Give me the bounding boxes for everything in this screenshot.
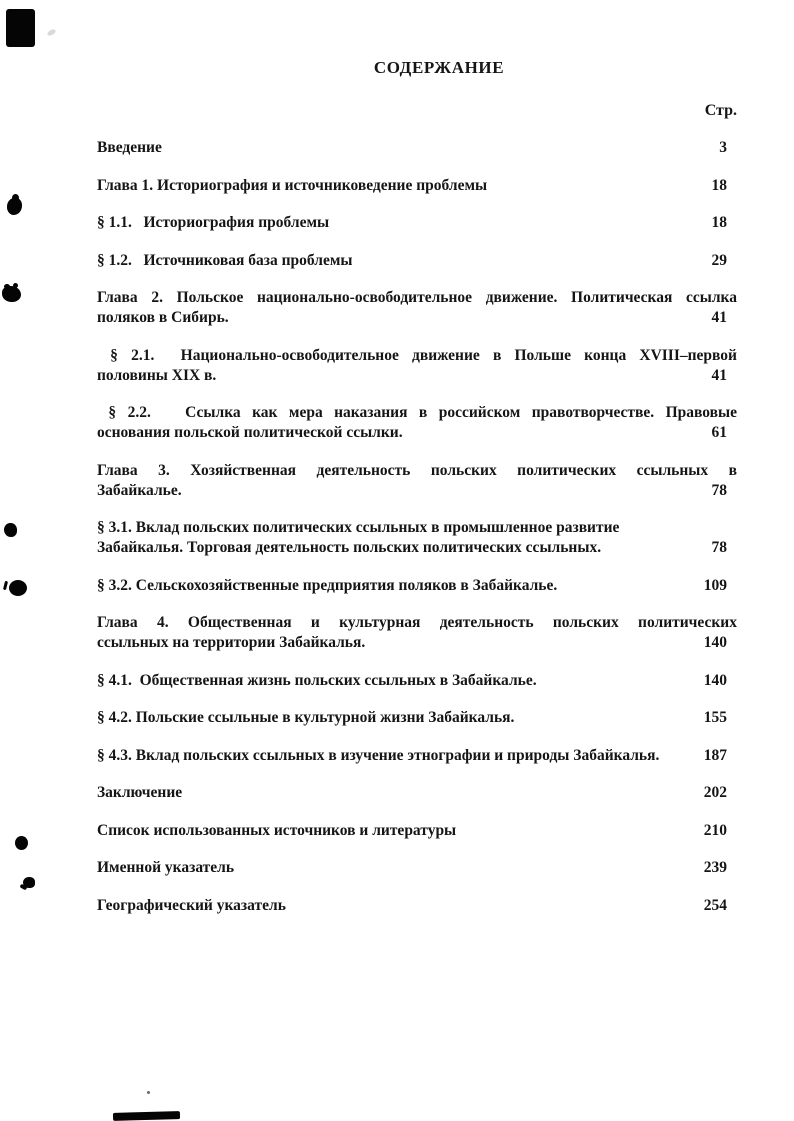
toc-entry-text: Глава 4. Общественная и культурная деятельность польских политических	[97, 614, 737, 631]
toc-page-number: 239	[703, 859, 727, 876]
toc-entry-text: Заключение	[97, 784, 183, 801]
toc-entry	[97, 783, 737, 803]
toc-page-number: 78	[711, 481, 727, 499]
toc-page-number: 61	[711, 424, 727, 441]
toc-entry-text: § 4.1. Общественная жизнь польских ссыльных в Забайкалье.	[97, 671, 537, 689]
toc-list	[97, 138, 737, 916]
toc-entry	[97, 461, 737, 501]
toc-entry-text: Глава 1. Историография и источниковедение проблемы	[97, 176, 488, 194]
toc-entry-text: поляков в Сибирь.	[97, 309, 229, 326]
toc-entry-text: Глава 3. Хозяйственная деятельность польских политических ссыльных в	[97, 461, 737, 479]
toc-entry-text: § 4.3. Вклад польских ссыльных в изучение этнографии и природы Забайкалья.	[97, 746, 660, 764]
toc-entry	[97, 176, 737, 196]
toc-entry-text: Забайкалья. Торговая деятельность польских политических ссыльных.	[97, 539, 602, 556]
toc-entry	[97, 613, 737, 653]
ink-blot	[15, 836, 28, 850]
toc-entry-text: § 3.1. Вклад польских политических ссыльных в промышленное развитие	[97, 519, 620, 536]
toc-page-number: 78	[711, 539, 727, 556]
toc-entry-text: половины XIX в.	[97, 366, 217, 384]
toc-entry	[97, 671, 737, 691]
toc-page-number: 41	[711, 366, 727, 384]
toc-entry-text: ссыльных на территории Забайкалья.	[97, 634, 366, 651]
toc-content	[97, 0, 737, 933]
toc-page-number: 18	[711, 176, 727, 194]
toc-entry	[97, 746, 737, 766]
toc-entry-text: § 4.2. Польские ссыльные в культурной жизни Забайкалья.	[97, 709, 515, 726]
toc-page-number: 202	[703, 784, 727, 801]
page-column-header: Стр.	[704, 102, 737, 119]
ink-blot	[4, 523, 17, 537]
toc-page-number: 210	[703, 821, 727, 839]
ink-blot	[9, 580, 27, 596]
toc-entry-text: § 1.2. Источниковая база проблемы	[97, 251, 353, 269]
ink-blot	[4, 284, 10, 289]
toc-entry	[97, 821, 737, 841]
page-title: СОДЕРЖАНИЕ	[373, 58, 505, 77]
ink-blot	[12, 194, 19, 202]
ink-blot	[3, 581, 8, 590]
scan-edge-line	[113, 1111, 180, 1121]
toc-page-number: 41	[711, 309, 727, 326]
toc-page-number: 140	[703, 671, 727, 689]
toc-entry	[97, 403, 737, 443]
toc-page-number: 3	[719, 139, 727, 156]
toc-entry-text: Именной указатель	[97, 859, 235, 876]
toc-entry-text: § 3.2. Сельскохозяйственные предприятия поляков в Забайкалье.	[97, 576, 558, 594]
toc-page-number: 29	[711, 251, 727, 269]
toc-entry	[97, 896, 737, 916]
toc-entry-text: § 2.1. Национально-освободительное движение в Польше конца XVIII–первой	[97, 346, 737, 364]
toc-entry-text: § 2.2. Ссылка как мера наказания в российском правотворчестве. Правовые	[97, 404, 737, 421]
toc-entry-text: Введение	[97, 139, 162, 156]
ink-blot	[13, 283, 18, 288]
toc-entry	[97, 346, 737, 386]
toc-entry-text: Географический указатель	[97, 896, 286, 914]
toc-entry	[97, 288, 737, 328]
toc-page-number: 254	[703, 896, 727, 914]
toc-page-number: 109	[703, 576, 727, 594]
toc-page-number: 187	[703, 746, 727, 764]
toc-entry-text: § 1.1. Историография проблемы	[97, 214, 330, 231]
toc-page-number: 18	[711, 214, 727, 231]
scan-corner-mark	[6, 9, 35, 47]
toc-entry-text: Глава 2. Польское национально-освободительное движение. Политическая ссылка	[97, 289, 737, 306]
toc-entry	[97, 858, 737, 878]
ink-speck	[147, 1091, 150, 1094]
toc-page-number: 155	[703, 709, 727, 726]
toc-entry-text: Список использованных источников и литературы	[97, 821, 457, 839]
toc-entry	[97, 251, 737, 271]
toc-entry	[97, 213, 737, 233]
ink-speck	[46, 28, 56, 37]
toc-entry	[97, 138, 737, 158]
toc-entry	[97, 708, 737, 728]
toc-entry	[97, 576, 737, 596]
toc-entry-text: Забайкалье.	[97, 481, 182, 499]
toc-entry	[97, 518, 737, 558]
toc-page-number: 140	[703, 634, 727, 651]
toc-entry-text: основания польской политической ссылки.	[97, 424, 403, 441]
